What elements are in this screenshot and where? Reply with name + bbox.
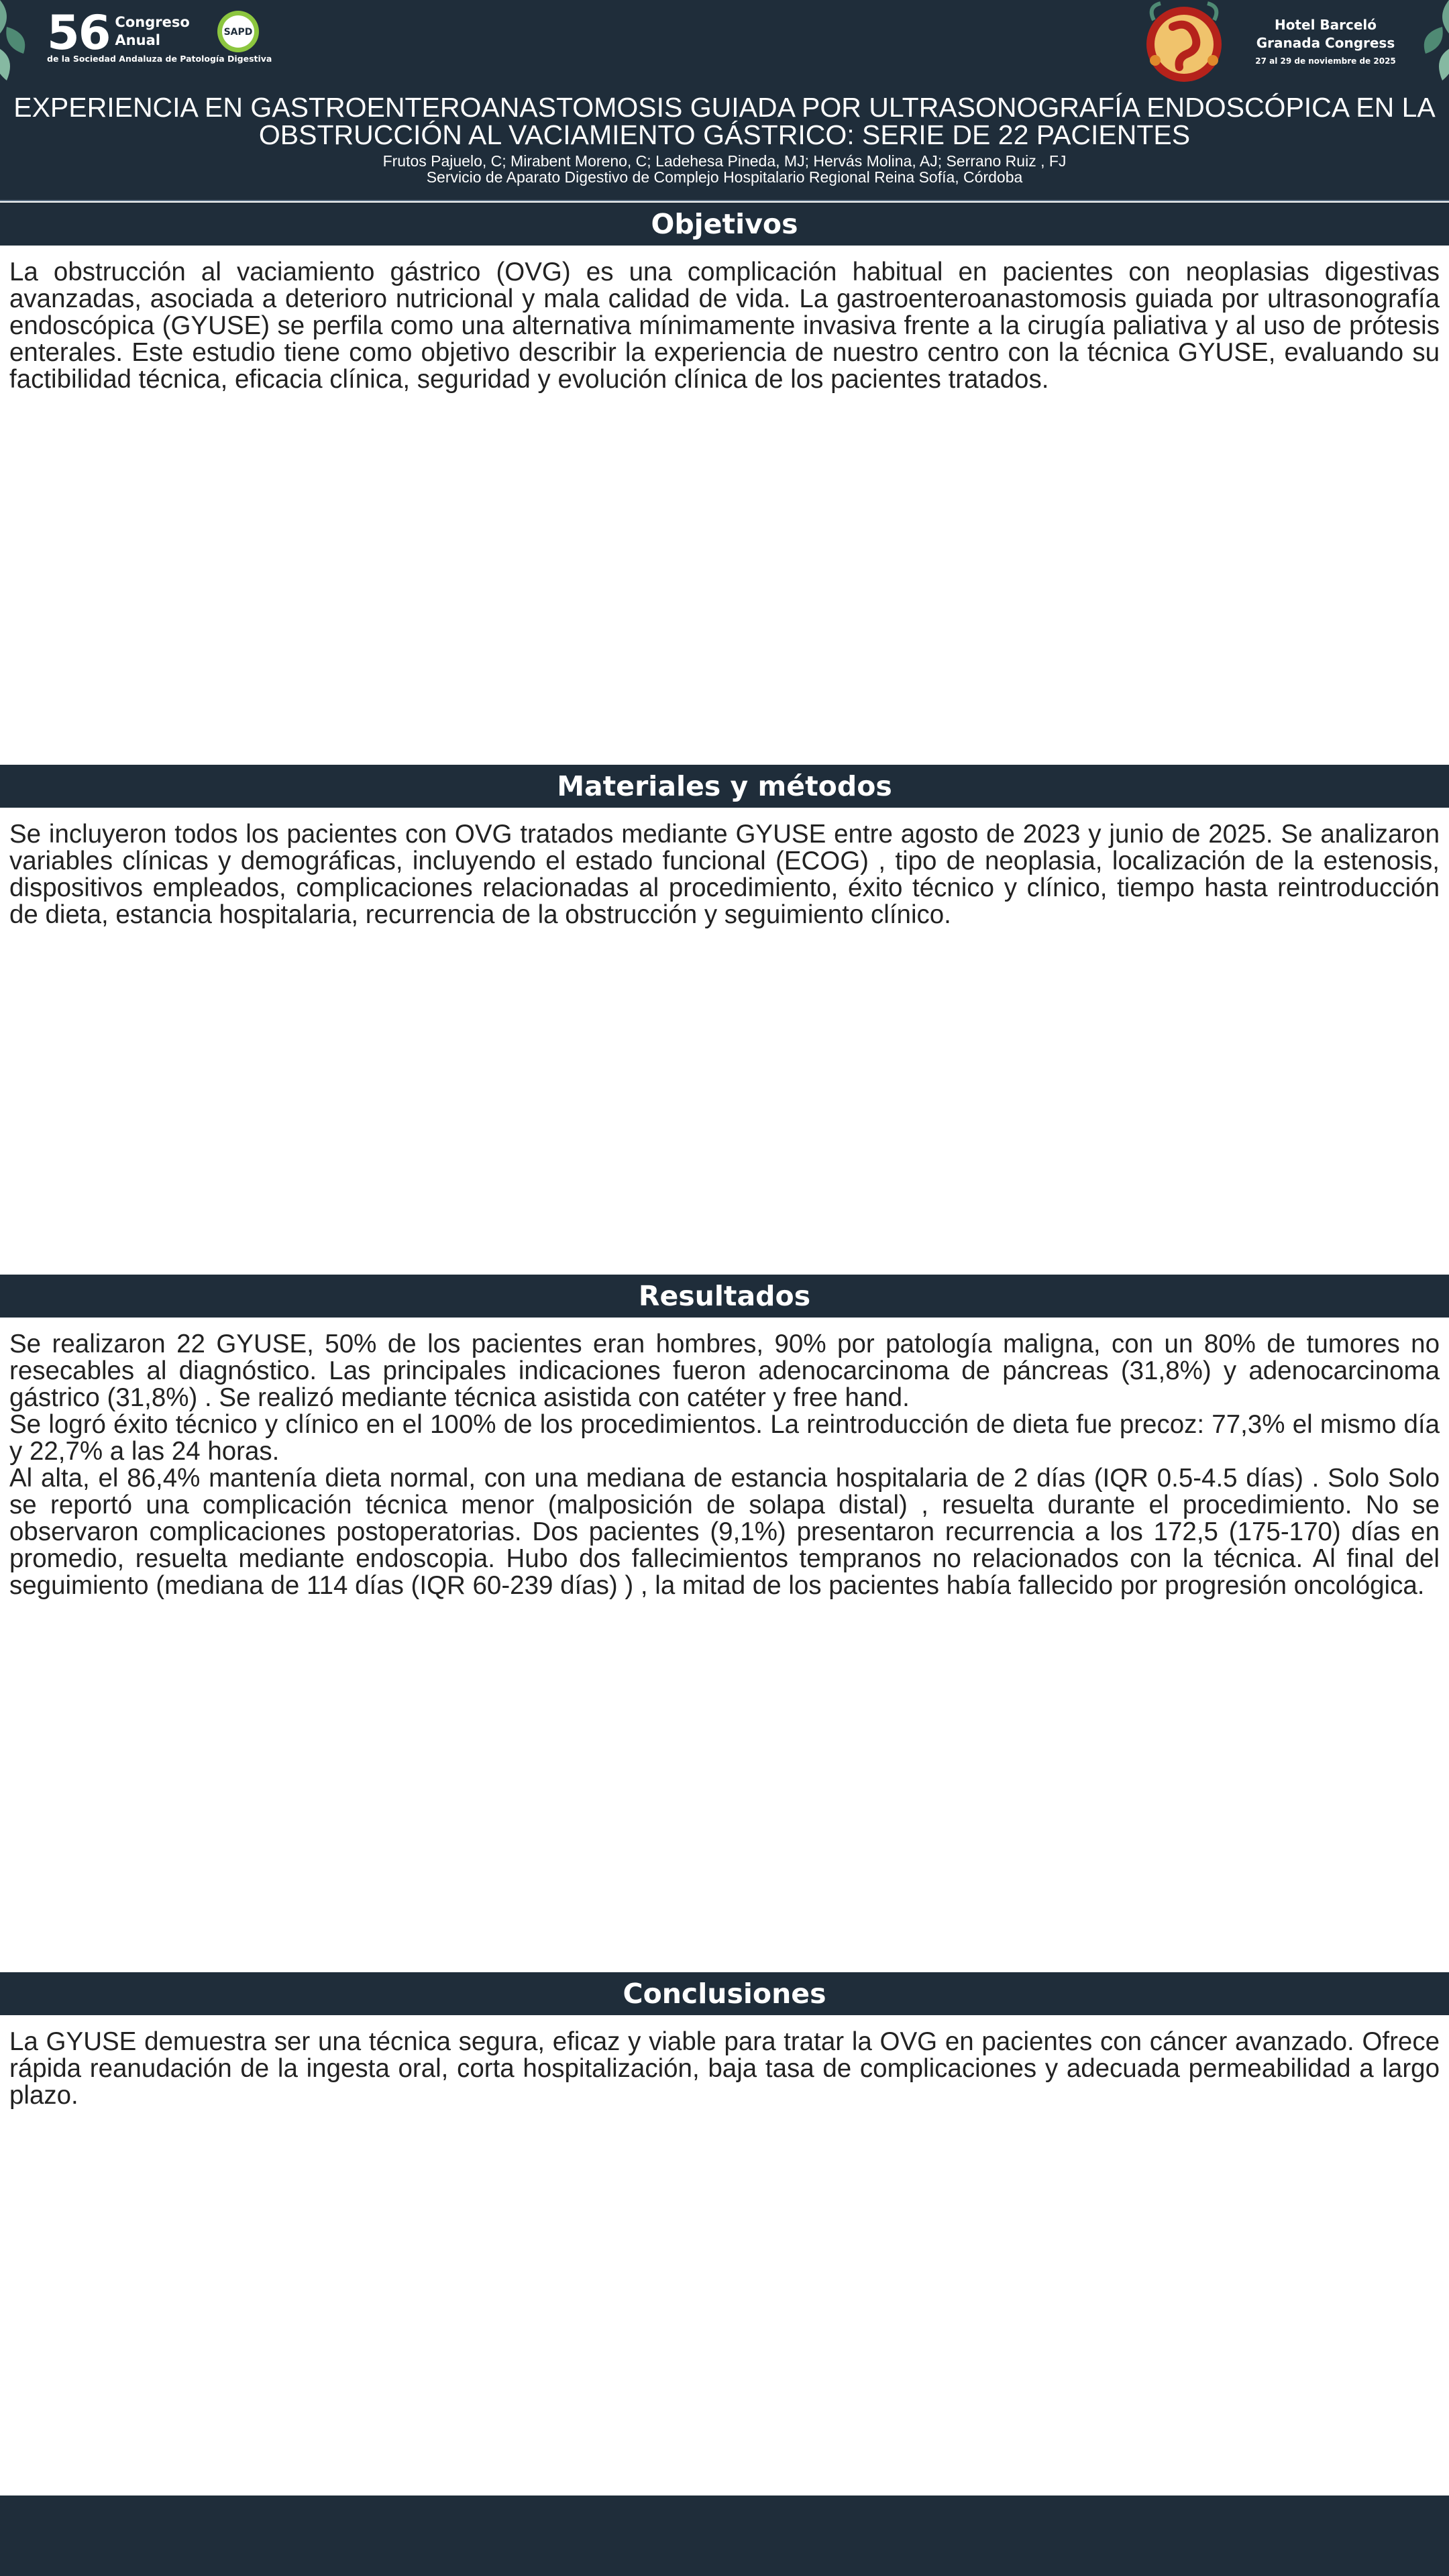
paragraph: Se incluyeron todos los pacientes con OVG tratados mediante GYUSE entre agosto de 2023 y junio de 2025. Se analizaron variables clínicas y demográficas, incluyendo el estado funcional (ECOG) , tipo de neoplasia, localización de la estenosis, dispositivos empleados, complicaciones relacionadas al procedimiento, éxito técnico y clínico, tiempo hasta reintroducción de dieta, estancia hospitalaria, recurrencia de la obstrucción y seguimiento clínico. bbox=[9, 820, 1440, 929]
leaf-decoration-icon bbox=[1409, 0, 1449, 87]
paragraph: Se realizaron 22 GYUSE, 50% de los pacientes eran hombres, 90% por patología maligna, con un 80% de tumores no resecables al diagnóstico. Las principales indicaciones fueron adenocarcinoma de páncreas (31,8%) y adenocarcinoma gástrico (31,8%) . Se realizó mediante técnica asistida con catéter y free hand. bbox=[9, 1330, 1440, 1412]
leaf-decoration-icon bbox=[0, 0, 40, 87]
sapd-logo-icon bbox=[216, 9, 260, 54]
paragraph: La GYUSE demuestra ser una técnica segura, eficaz y viable para tratar la OVG en pacientes con cáncer avanzado. Ofrece rápida reanudación de la ingesta oral, corta hospitalización, baja tasa de complicaciones y adecuada permeabilidad a largo plazo. bbox=[9, 2027, 1440, 2110]
section-heading-objetivos: Objetivos bbox=[0, 203, 1449, 246]
affiliation: Servicio de Aparato Digestivo de Complejo Hospitalario Regional Reina Sofía, Córdoba bbox=[426, 168, 1023, 186]
header-divider bbox=[0, 200, 1449, 201]
poster-footer bbox=[0, 2496, 1449, 2576]
authors: Frutos Pajuelo, C; Mirabent Moreno, C; Ladehesa Pineda, MJ; Hervás Molina, AJ; Serrano Ruiz , FJ bbox=[382, 152, 1067, 170]
section-heading-conclusiones: Conclusiones bbox=[0, 1972, 1449, 2015]
section-heading-materiales: Materiales y métodos bbox=[0, 765, 1449, 808]
venue-congress: Granada Congress bbox=[1256, 35, 1395, 51]
section-heading-resultados: Resultados bbox=[0, 1275, 1449, 1318]
poster-title: EXPERIENCIA EN GASTROENTEROANASTOMOSIS GUIADA POR ULTRASONOGRAFÍA ENDOSCÓPICA EN LA OBSTRUCCIÓN AL VACIAMIENTO GÁSTRICO: SERIE DE 22 PACIENTES bbox=[13, 92, 1436, 150]
paragraph: La obstrucción al vaciamiento gástrico (OVG) es una complicación habitual en pacientes con neoplasias digestivas avanzadas, asociada a deterioro nutricional y mala calidad de vida. La gastroenteroanastomosis guiada por ultrasonografía endoscópica (GYUSE) se perfila como una alternativa mínimamente invasiva frente a la cirugía paliativa y al uso de prótesis enterales. Este estudio tiene como objetivo describir la experiencia de nuestro centro con la técnica GYUSE, evaluando su factibilidad técnica, eficacia clínica, seguridad y evolución clínica de los pacientes tratados. bbox=[9, 258, 1440, 394]
venue-dates: 27 al 29 de noviembre de 2025 bbox=[1255, 56, 1396, 66]
section-body-conclusiones bbox=[9, 2029, 1440, 2109]
sapd-badge-text: SAPD bbox=[223, 27, 253, 38]
congress-subtitle: de la Sociedad Andaluza de Patología Digestiva bbox=[47, 54, 272, 64]
authors-block bbox=[13, 153, 1436, 185]
congress-emblem-icon bbox=[1140, 0, 1228, 86]
paragraph: Se logró éxito técnico y clínico en el 100% de los procedimientos. La reintroducción de dieta fue precoz: 77,3% el mismo día y 22,7% a las 24 horas. bbox=[9, 1410, 1440, 1466]
section-body-objetivos bbox=[9, 259, 1440, 393]
section-body-materiales bbox=[9, 821, 1440, 928]
section-body-resultados bbox=[9, 1331, 1440, 1599]
poster-header bbox=[0, 0, 1449, 200]
venue-info bbox=[1248, 16, 1403, 66]
venue-hotel: Hotel Barceló bbox=[1274, 17, 1377, 33]
annual-word: Anual bbox=[115, 32, 160, 48]
congress-word: Congreso bbox=[115, 14, 190, 30]
paragraph: Al alta, el 86,4% mantenía dieta normal, con una mediana de estancia hospitalaria de 2 días (IQR 0.5-4.5 días) . Solo Solo se reportó una complicación técnica menor (malposición de solapa distal) , resuelta durante el procedimiento. No se observaron complicaciones postoperatorias. Dos pacientes (9,1%) presentaron recurrencia a los 172,5 (175-170) días en promedio, resuelta mediante endoscopia. Hubo dos fallecimientos tempranos no relacionados con la técnica. Al final del seguimiento (mediana de 114 días (IQR 60-239 días) ) , la mitad de los pacientes había fallecido por progresión oncológica. bbox=[9, 1464, 1440, 1600]
congress-number: 56 bbox=[47, 5, 110, 60]
